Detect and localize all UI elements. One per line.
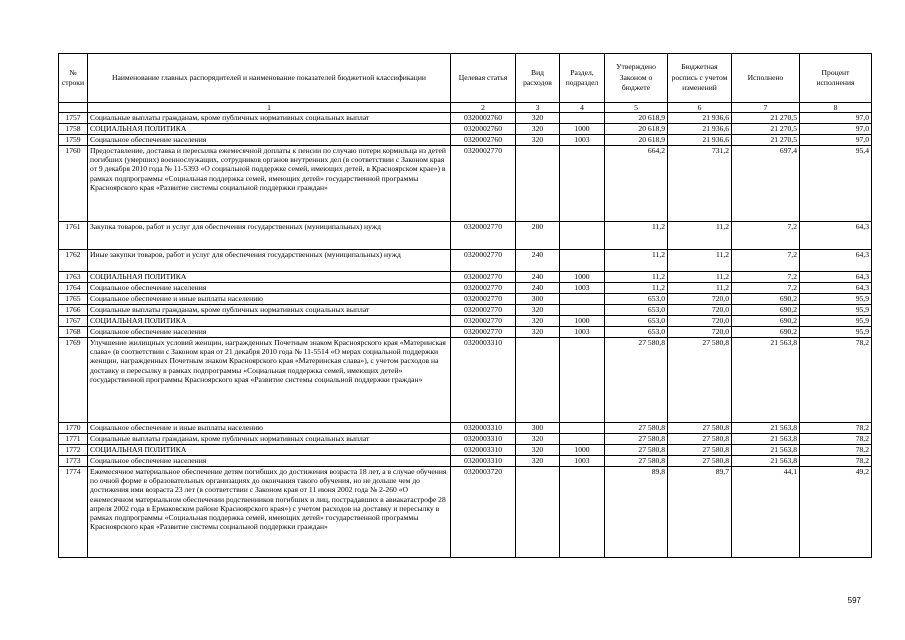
row-kind: 300 — [516, 423, 560, 434]
row-target: 0320002770 — [451, 305, 516, 316]
row-section: 1003 — [560, 135, 605, 146]
header-row — [59, 54, 872, 103]
row-target: 0320003310 — [451, 338, 516, 423]
row-target: 0320002760 — [451, 124, 516, 135]
row-name: СОЦИАЛЬНАЯ ПОЛИТИКА — [88, 445, 451, 456]
row-schedule: 21 936,6 — [668, 113, 732, 124]
row-approved: 11,2 — [605, 283, 668, 294]
column-number-row — [59, 103, 872, 113]
header-num: № строки — [59, 54, 88, 103]
row-number: 1770 — [59, 423, 88, 434]
row-executed: 690,2 — [732, 294, 800, 305]
row-executed: 21 563,8 — [732, 423, 800, 434]
row-section — [560, 434, 605, 445]
row-target: 0320002770 — [451, 294, 516, 305]
row-section — [560, 305, 605, 316]
column-number: 4 — [560, 103, 605, 113]
row-executed: 21 270,5 — [732, 124, 800, 135]
row-name: Социальное обеспечение и иные выплаты населению — [88, 423, 451, 434]
row-percent: 49,2 — [800, 467, 872, 558]
row-schedule: 720,0 — [668, 316, 732, 327]
row-number: 1769 — [59, 338, 88, 423]
row-section — [560, 294, 605, 305]
row-approved: 11,2 — [605, 272, 668, 283]
row-section — [560, 467, 605, 558]
row-executed: 21 563,8 — [732, 338, 800, 423]
row-name: Социальное обеспечение населения — [88, 135, 451, 146]
table-row — [59, 316, 872, 327]
row-section — [560, 423, 605, 434]
row-target: 0320003310 — [451, 434, 516, 445]
row-kind: 320 — [516, 445, 560, 456]
row-schedule: 720,0 — [668, 327, 732, 338]
table-row — [59, 283, 872, 294]
row-approved: 653,0 — [605, 327, 668, 338]
row-target: 0320002770 — [451, 272, 516, 283]
row-executed: 7,2 — [732, 250, 800, 272]
row-percent: 95,9 — [800, 294, 872, 305]
row-schedule: 27 580,8 — [668, 434, 732, 445]
row-executed: 690,2 — [732, 305, 800, 316]
row-name: Закупка товаров, работ и услуг для обеспечения государственных (муниципальных) нужд — [88, 222, 451, 250]
row-target: 0320002770 — [451, 283, 516, 294]
row-kind — [516, 146, 560, 222]
row-percent: 78,2 — [800, 445, 872, 456]
row-number: 1766 — [59, 305, 88, 316]
row-percent: 97,0 — [800, 124, 872, 135]
row-name: СОЦИАЛЬНАЯ ПОЛИТИКА — [88, 272, 451, 283]
table-row — [59, 434, 872, 445]
row-percent: 64,3 — [800, 272, 872, 283]
table-row — [59, 305, 872, 316]
header-schedule: Бюджетная роспись с учетом изменений — [668, 54, 732, 103]
table-row — [59, 222, 872, 250]
row-kind: 320 — [516, 327, 560, 338]
row-number: 1759 — [59, 135, 88, 146]
row-schedule: 11,2 — [668, 222, 732, 250]
header-target: Целевая статья — [451, 54, 516, 103]
row-name: СОЦИАЛЬНАЯ ПОЛИТИКА — [88, 124, 451, 135]
row-percent: 78,2 — [800, 423, 872, 434]
row-approved: 11,2 — [605, 250, 668, 272]
table-row — [59, 467, 872, 558]
row-executed: 7,2 — [732, 272, 800, 283]
row-approved: 89,8 — [605, 467, 668, 558]
row-schedule: 21 936,6 — [668, 124, 732, 135]
row-approved: 653,0 — [605, 294, 668, 305]
row-name: Социальное обеспечение населения — [88, 327, 451, 338]
page-number: 597 — [847, 596, 861, 605]
row-schedule: 89,7 — [668, 467, 732, 558]
row-approved: 653,0 — [605, 316, 668, 327]
row-percent: 95,9 — [800, 327, 872, 338]
row-name: Социальные выплаты гражданам, кроме публичных нормативных социальных выплат — [88, 434, 451, 445]
table-row — [59, 113, 872, 124]
row-percent: 78,2 — [800, 338, 872, 423]
row-kind: 320 — [516, 305, 560, 316]
row-executed: 7,2 — [732, 222, 800, 250]
row-percent: 64,3 — [800, 250, 872, 272]
row-schedule: 27 580,8 — [668, 445, 732, 456]
row-number: 1757 — [59, 113, 88, 124]
column-number: 3 — [516, 103, 560, 113]
row-name: Ежемесячное материальное обеспечение детям погибших до достижения возраста 18 лет, а в случае обучения по очной форме в образовательных организациях до окончания такого обучения, но не дольше чем до достижения ими возраста 23 лет (в соответствии с Законом края от 11 июня 2002 года № 2-260 «О ежемесячном материальном обеспечении родственников погибших и лиц, пострадавших в авиакатастрофе 28 апреля 2002 года в Ермаковском районе Красноярского края») с учетом расходов на доставку и пересылку в рамках подпрограммы «Социальная поддержка семей, имеющих детей» государственной программы Красноярского края «Развитие системы социальной поддержки граждан» — [88, 467, 451, 558]
row-section — [560, 113, 605, 124]
row-approved: 27 580,8 — [605, 456, 668, 467]
row-kind: 320 — [516, 124, 560, 135]
column-number: 1 — [88, 103, 451, 113]
row-executed: 690,2 — [732, 327, 800, 338]
row-approved: 664,2 — [605, 146, 668, 222]
row-percent: 95,4 — [800, 146, 872, 222]
row-number: 1761 — [59, 222, 88, 250]
budget-table — [58, 53, 872, 558]
row-target: 0320002770 — [451, 316, 516, 327]
row-name: Предоставление, доставка и пересылка ежемесячной доплаты к пенсии по случаю потери кормильца из детей погибших (умерших) военнослужащих, сотрудников органов внутренних дел (в соответствии с Законом края от 9 декабря 2010 года № 11-5393 «О социальной поддержке семей, имеющих детей, в Красноярском крае») в рамках подпрограммы «Социальная поддержка семей, имеющих детей» государственной программы Красноярского края «Развитие системы социальной поддержки граждан» — [88, 146, 451, 222]
table-row — [59, 272, 872, 283]
row-kind: 320 — [516, 113, 560, 124]
row-schedule: 27 580,8 — [668, 423, 732, 434]
table-row — [59, 327, 872, 338]
table-row — [59, 445, 872, 456]
row-section: 1003 — [560, 283, 605, 294]
row-number: 1767 — [59, 316, 88, 327]
column-number: 6 — [668, 103, 732, 113]
row-schedule: 11,2 — [668, 250, 732, 272]
row-section — [560, 222, 605, 250]
row-name: Иные закупки товаров, работ и услуг для обеспечения государственных (муниципальных) нужд — [88, 250, 451, 272]
column-number: 8 — [800, 103, 872, 113]
row-schedule: 11,2 — [668, 283, 732, 294]
column-number-empty — [59, 103, 88, 113]
row-target: 0320003310 — [451, 456, 516, 467]
row-number: 1771 — [59, 434, 88, 445]
row-executed: 21 270,5 — [732, 113, 800, 124]
row-kind: 300 — [516, 294, 560, 305]
table-row — [59, 456, 872, 467]
row-schedule: 731,2 — [668, 146, 732, 222]
row-executed: 44,1 — [732, 467, 800, 558]
row-executed: 7,2 — [732, 283, 800, 294]
row-percent: 64,3 — [800, 222, 872, 250]
row-target: 0320002770 — [451, 146, 516, 222]
row-number: 1763 — [59, 272, 88, 283]
row-approved: 27 580,8 — [605, 423, 668, 434]
row-name: Социальные выплаты гражданам, кроме публичных нормативных социальных выплат — [88, 113, 451, 124]
row-percent: 95,9 — [800, 316, 872, 327]
row-approved: 653,0 — [605, 305, 668, 316]
row-executed: 21 563,8 — [732, 445, 800, 456]
row-section — [560, 250, 605, 272]
header-executed: Исполнено — [732, 54, 800, 103]
row-number: 1758 — [59, 124, 88, 135]
row-name: Социальные выплаты гражданам, кроме публичных нормативных социальных выплат — [88, 305, 451, 316]
table-row — [59, 250, 872, 272]
row-kind: 240 — [516, 272, 560, 283]
row-schedule: 720,0 — [668, 294, 732, 305]
row-section — [560, 338, 605, 423]
header-section: Раздел, подраздел — [560, 54, 605, 103]
row-percent: 97,0 — [800, 135, 872, 146]
row-section: 1000 — [560, 316, 605, 327]
row-approved: 27 580,8 — [605, 445, 668, 456]
row-percent: 78,2 — [800, 456, 872, 467]
row-percent: 95,9 — [800, 305, 872, 316]
row-approved: 11,2 — [605, 222, 668, 250]
row-number: 1760 — [59, 146, 88, 222]
row-kind: 320 — [516, 456, 560, 467]
table-row — [59, 294, 872, 305]
row-number: 1764 — [59, 283, 88, 294]
row-schedule: 720,0 — [668, 305, 732, 316]
row-number: 1774 — [59, 467, 88, 558]
row-target: 0320002760 — [451, 135, 516, 146]
row-executed: 21 270,5 — [732, 135, 800, 146]
header-percent: Процент исполнения — [800, 54, 872, 103]
row-number: 1773 — [59, 456, 88, 467]
row-approved: 20 618,9 — [605, 113, 668, 124]
row-target: 0320003310 — [451, 445, 516, 456]
table-row — [59, 135, 872, 146]
row-number: 1762 — [59, 250, 88, 272]
row-section: 1003 — [560, 456, 605, 467]
row-executed: 21 563,8 — [732, 456, 800, 467]
row-kind: 240 — [516, 283, 560, 294]
column-number: 2 — [451, 103, 516, 113]
row-target: 0320002770 — [451, 327, 516, 338]
row-executed: 21 563,8 — [732, 434, 800, 445]
row-schedule: 27 580,8 — [668, 456, 732, 467]
row-kind — [516, 467, 560, 558]
row-number: 1765 — [59, 294, 88, 305]
row-name: Социальное обеспечение населения — [88, 456, 451, 467]
header-approved: Утверждено Законом о бюджете — [605, 54, 668, 103]
row-percent: 78,2 — [800, 434, 872, 445]
row-name: Социальное обеспечение и иные выплаты населению — [88, 294, 451, 305]
row-kind: 320 — [516, 135, 560, 146]
row-name: Социальное обеспечение населения — [88, 283, 451, 294]
row-section — [560, 146, 605, 222]
column-number: 5 — [605, 103, 668, 113]
row-executed: 690,2 — [732, 316, 800, 327]
row-schedule: 11,2 — [668, 272, 732, 283]
row-section: 1000 — [560, 124, 605, 135]
table-row — [59, 423, 872, 434]
row-number: 1772 — [59, 445, 88, 456]
row-section: 1003 — [560, 327, 605, 338]
row-kind: 200 — [516, 222, 560, 250]
row-approved: 20 618,9 — [605, 124, 668, 135]
header-kind: Вид расходов — [516, 54, 560, 103]
row-executed: 697,4 — [732, 146, 800, 222]
header-name: Наименование главных распорядителей и наименование показателей бюджетной классификации — [88, 54, 451, 103]
row-name: Улучшение жилищных условий женщин, награжденных Почетным знаком Красноярского края «Материнская слава» (в соответствии с Законом края от 21 декабря 2010 года № 11-5514 «О мерах социальной поддержки женщин, награжденных Почетным знаком Красноярского края «Материнская слава»), с учетом расходов на доставку и пересылку в рамках подпрограммы «Социальная поддержка семей, имеющих детей» государственной программы Красноярского края «Развитие системы социальной поддержки граждан» — [88, 338, 451, 423]
row-schedule: 27 580,8 — [668, 338, 732, 423]
row-kind: 240 — [516, 250, 560, 272]
row-percent: 64,3 — [800, 283, 872, 294]
column-number: 7 — [732, 103, 800, 113]
row-kind: 320 — [516, 316, 560, 327]
row-number: 1768 — [59, 327, 88, 338]
table-row — [59, 146, 872, 222]
row-kind — [516, 338, 560, 423]
table-row — [59, 338, 872, 423]
row-schedule: 21 936,6 — [668, 135, 732, 146]
row-target: 0320002770 — [451, 222, 516, 250]
row-target: 0320003310 — [451, 423, 516, 434]
row-approved: 20 618,9 — [605, 135, 668, 146]
row-name: СОЦИАЛЬНАЯ ПОЛИТИКА — [88, 316, 451, 327]
row-section: 1000 — [560, 445, 605, 456]
row-approved: 27 580,8 — [605, 434, 668, 445]
row-kind: 320 — [516, 434, 560, 445]
row-target: 0320003720 — [451, 467, 516, 558]
row-section: 1000 — [560, 272, 605, 283]
row-target: 0320002760 — [451, 113, 516, 124]
row-approved: 27 580,8 — [605, 338, 668, 423]
table-row — [59, 124, 872, 135]
row-target: 0320002770 — [451, 250, 516, 272]
row-percent: 97,0 — [800, 113, 872, 124]
